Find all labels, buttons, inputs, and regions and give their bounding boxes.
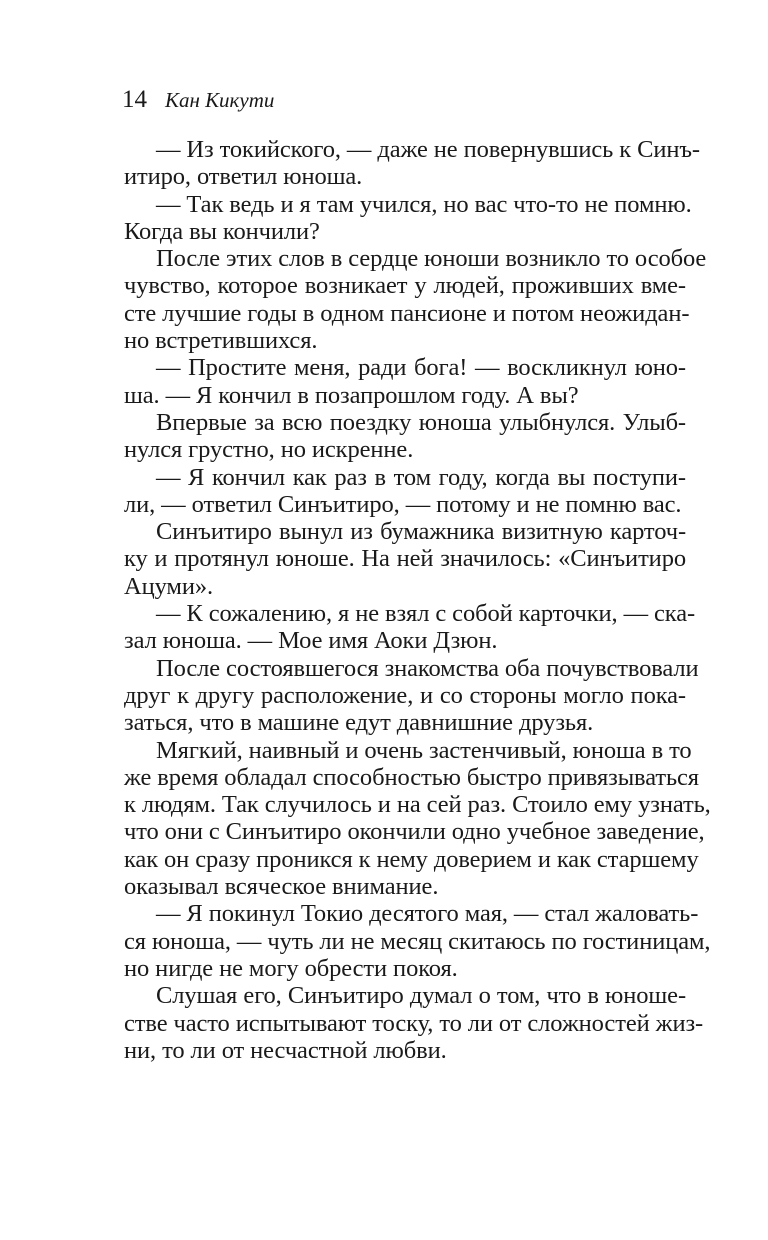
text-line: стве часто испытывают тоску, то ли от сложностей жиз-	[124, 1009, 704, 1037]
text-line: — К сожалению, я не взял с собой карточки, — ска-	[156, 600, 696, 628]
text-line: Ацуми».	[124, 572, 214, 600]
text-line: же время обладал способностью быстро привязываться	[124, 763, 699, 791]
text-line: друг к другу расположение, и со стороны могло пока-	[124, 681, 686, 709]
text-line: — Простите меня, ради бога! — воскликнул юно-	[156, 354, 686, 382]
text-line: оказывал всяческое внимание.	[124, 873, 439, 901]
text-line: к людям. Так случилось и на сей раз. Стоило ему узнать,	[124, 791, 711, 819]
text-line: нулся грустно, но искренне.	[124, 436, 414, 464]
text-line: Впервые за всю поездку юноша улыбнулся. Улыб-	[156, 408, 686, 436]
text-line: После состоявшегося знакомства оба почувствовали	[156, 654, 699, 682]
text-line: сте лучшие годы в одном пансионе и потом неожидан-	[124, 299, 690, 327]
text-line: заться, что в машине едут давнишние друзья.	[124, 709, 594, 737]
text-line: ли, — ответил Синъитиро, — потому и не помню вас.	[124, 490, 682, 518]
text-line: зал юноша. — Мое имя Аоки Дзюн.	[124, 627, 498, 655]
body-text	[124, 136, 711, 1064]
text-line: Мягкий, наивный и очень застенчивый, юноша в то	[156, 736, 692, 764]
text-line: что они с Синъитиро окончили одно учебное заведение,	[124, 818, 705, 846]
text-line: но встретившихся.	[124, 327, 318, 355]
text-line: ша. — Я кончил в позапрошлом году. А вы?	[124, 381, 579, 409]
text-line: — Из токийского, — даже не повернувшись к Синъ-	[156, 136, 700, 163]
text-line: ся юноша, — чуть ли не месяц скитаюсь по гостиницам,	[124, 927, 711, 955]
text-line: ни, то ли от несчастной любви.	[124, 1036, 447, 1064]
text-line: Синъитиро вынул из бумажника визитную карточ-	[156, 518, 686, 546]
text-line: ку и протянул юноше. На ней значилось: «Синъитиро	[124, 545, 686, 573]
text-line: но нигде не могу обрести покоя.	[124, 954, 458, 982]
running-title: Кан Кикути	[165, 88, 275, 112]
page-header	[122, 86, 274, 114]
text-line: Слушая его, Синъитиро думал о том, что в юноше-	[156, 982, 686, 1010]
text-line: — Я покинул Токио десятого мая, — стал жаловать-	[156, 900, 699, 928]
text-line: как он сразу проникся к нему доверием и как старшему	[124, 845, 699, 873]
text-line: — Я кончил как раз в том году, когда вы поступи-	[156, 463, 686, 491]
text-line: После этих слов в сердце юноши возникло то особое	[156, 245, 707, 273]
text-line: — Так ведь и я там учился, но вас что-то не помню.	[156, 190, 692, 218]
text-line: чувство, которое возникает у людей, проживших вме-	[124, 272, 686, 300]
text-line: итиро, ответил юноша.	[124, 163, 363, 191]
text-line: Когда вы кончили?	[124, 217, 320, 245]
page-number: 14	[122, 86, 147, 113]
